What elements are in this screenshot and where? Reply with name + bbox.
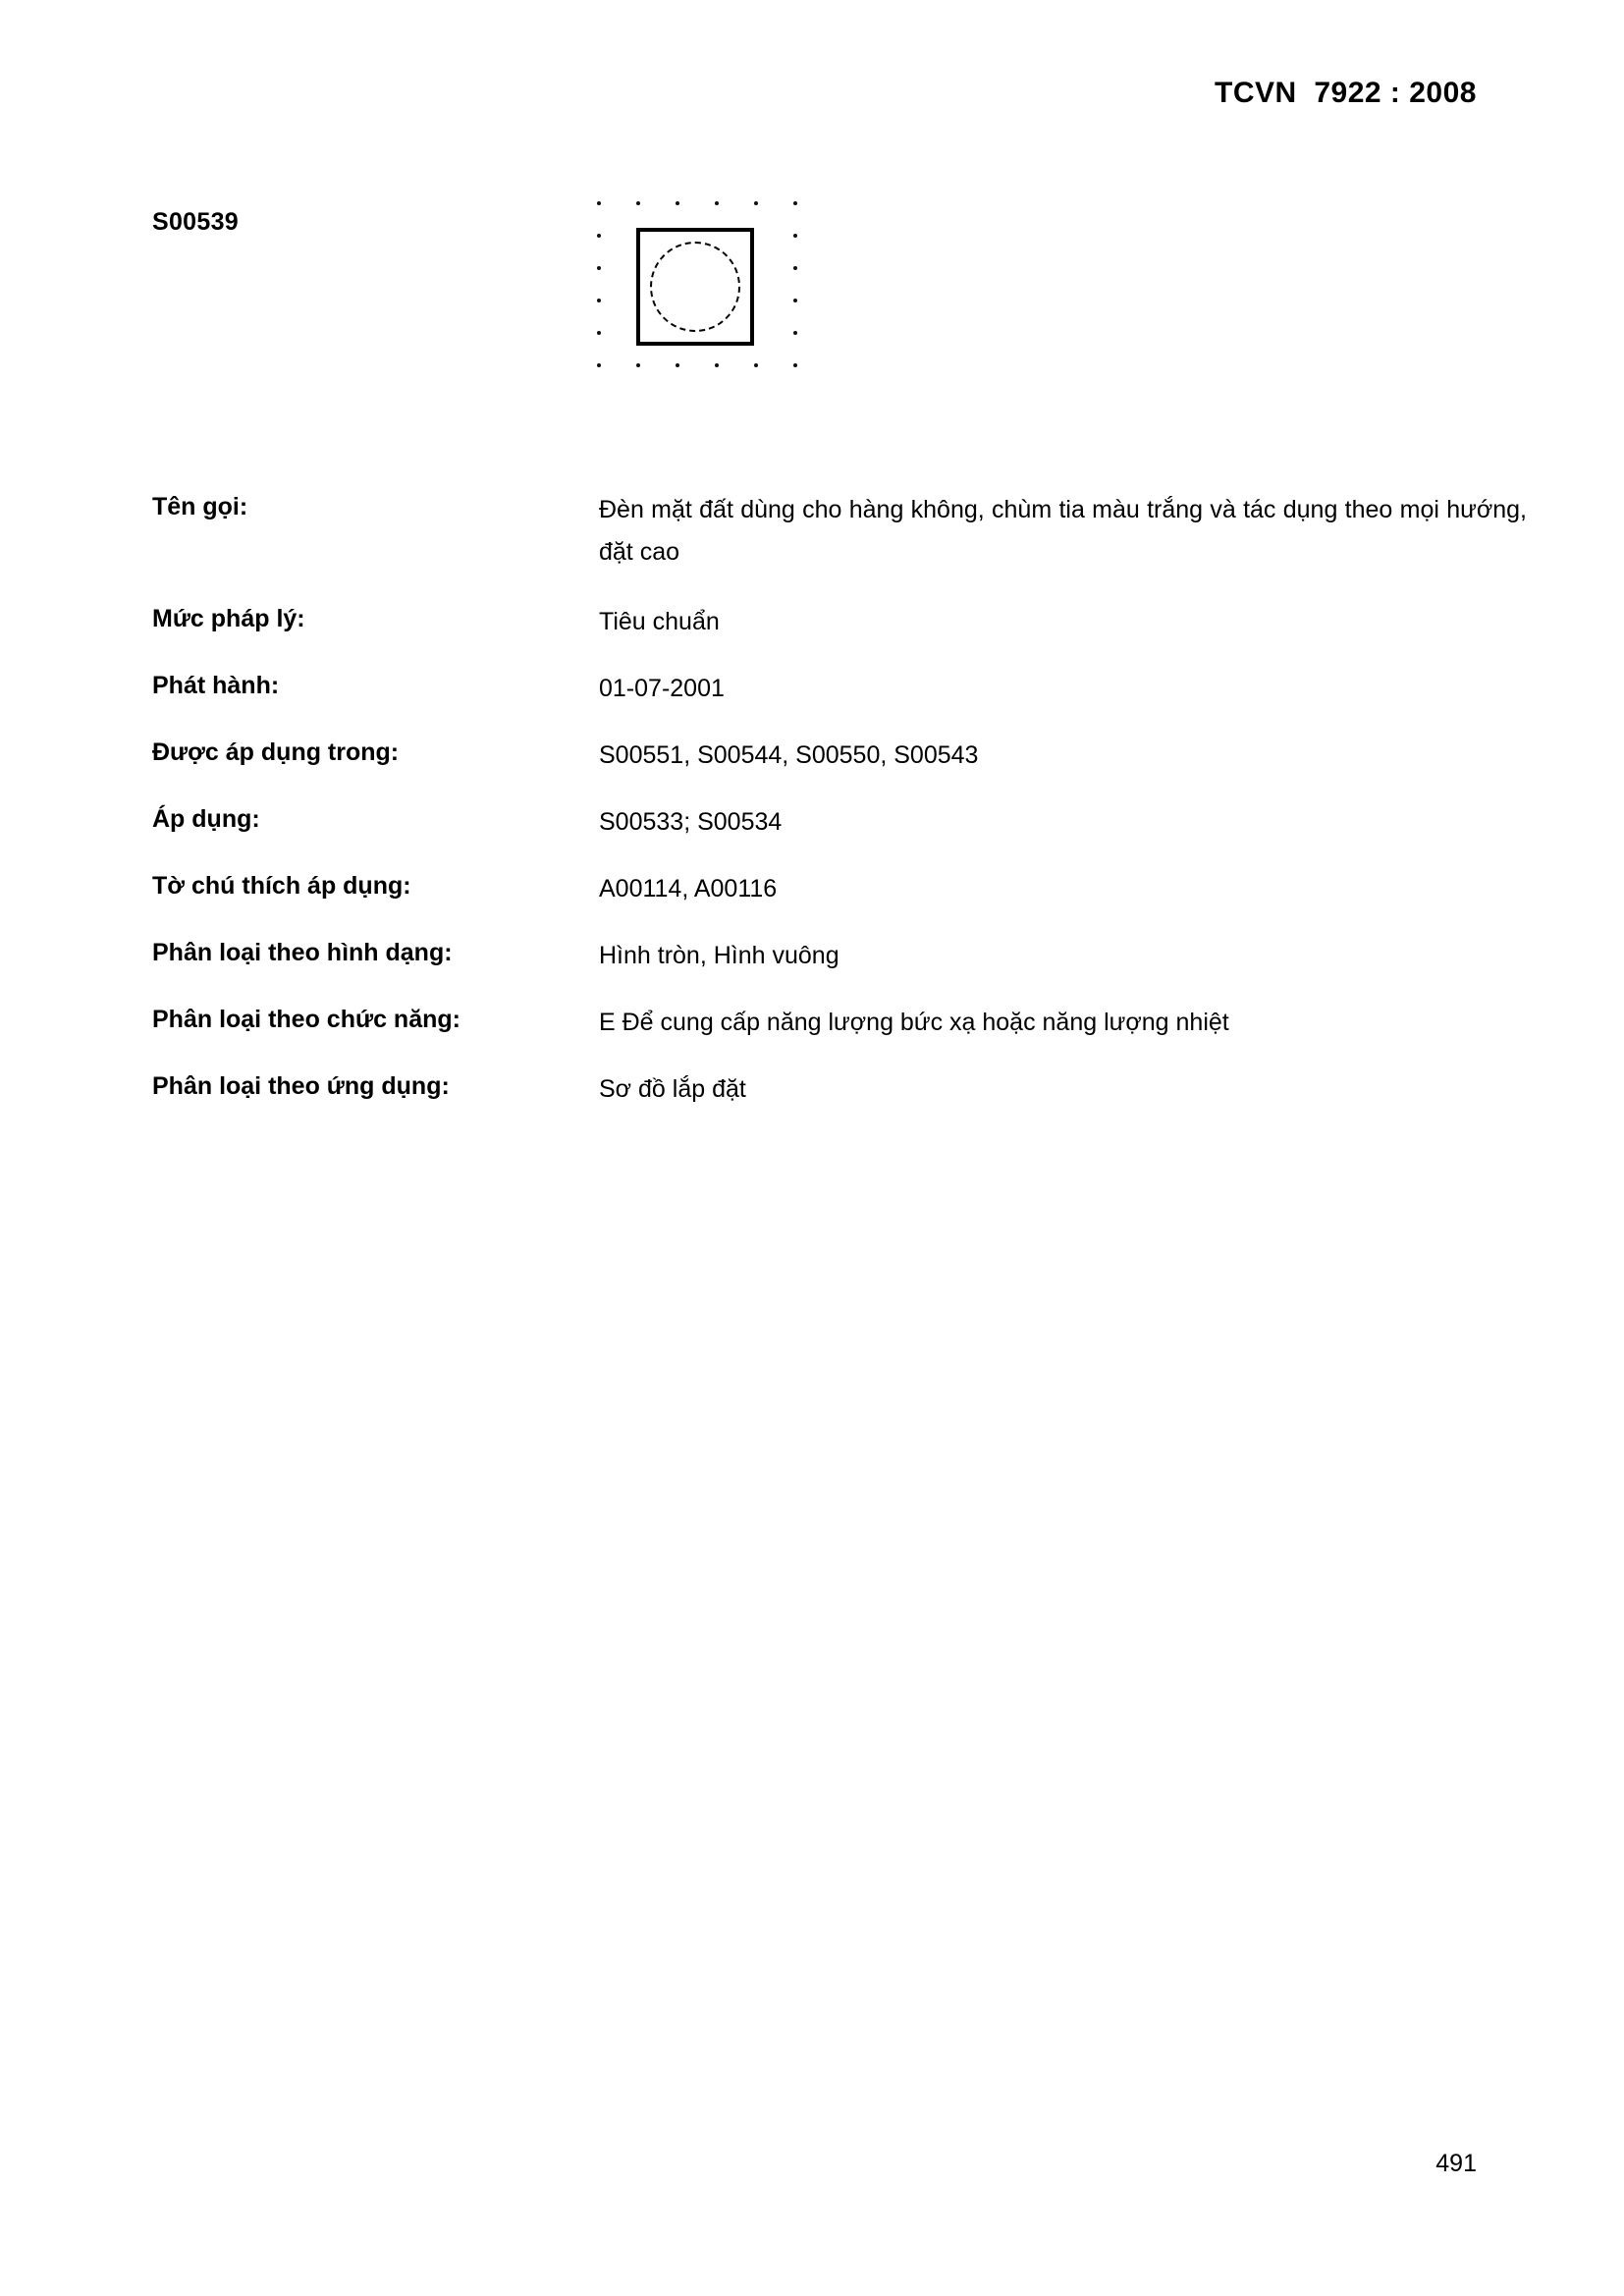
property-row bbox=[152, 668, 1527, 710]
page-number: 491 bbox=[1435, 2150, 1477, 2177]
property-label: Phân loại theo ứng dụng: bbox=[152, 1072, 450, 1100]
property-value: Đèn mặt đất dùng cho hàng không, chùm tia màu trắng và tác dụng theo mọi hướng, đặt cao bbox=[599, 496, 1527, 566]
grid-dot bbox=[597, 201, 601, 205]
grid-dot bbox=[793, 266, 797, 270]
property-label: Áp dụng: bbox=[152, 805, 260, 833]
property-value: 01-07-2001 bbox=[599, 675, 725, 702]
property-row bbox=[152, 735, 1527, 777]
symbol-code-label: S00539 bbox=[152, 208, 239, 236]
property-row bbox=[152, 1002, 1527, 1044]
property-row bbox=[152, 935, 1527, 977]
grid-dot bbox=[597, 363, 601, 367]
property-value: Tiêu chuẩn bbox=[599, 608, 720, 635]
property-label: Tờ chú thích áp dụng: bbox=[152, 872, 411, 900]
grid-dot bbox=[754, 201, 758, 205]
property-label: Mức pháp lý: bbox=[152, 605, 305, 632]
property-value: E Để cung cấp năng lượng bức xạ hoặc năng lượng nhiệt bbox=[599, 1009, 1229, 1036]
grid-dot bbox=[676, 201, 679, 205]
grid-dot bbox=[754, 363, 758, 367]
property-value: S00551, S00544, S00550, S00543 bbox=[599, 741, 979, 769]
property-label: Được áp dụng trong: bbox=[152, 738, 400, 766]
grid-dot bbox=[597, 266, 601, 270]
property-label: Phát hành: bbox=[152, 672, 280, 699]
property-value: Hình tròn, Hình vuông bbox=[599, 942, 839, 969]
property-value: Sơ đồ lắp đặt bbox=[599, 1075, 746, 1103]
grid-dot bbox=[676, 363, 679, 367]
property-row bbox=[152, 601, 1527, 643]
grid-dot bbox=[636, 363, 640, 367]
grid-dot bbox=[597, 331, 601, 335]
property-row bbox=[152, 868, 1527, 910]
grid-dot bbox=[715, 363, 719, 367]
property-row bbox=[152, 801, 1527, 844]
document-header-standard-code: TCVN 7922 : 2008 bbox=[1215, 77, 1477, 109]
property-list bbox=[152, 489, 1527, 1135]
property-label: Phân loại theo hình dạng: bbox=[152, 939, 453, 966]
property-label: Phân loại theo chức năng: bbox=[152, 1006, 460, 1033]
grid-dot bbox=[793, 331, 797, 335]
grid-dot bbox=[793, 363, 797, 367]
symbol-figure bbox=[589, 191, 864, 378]
grid-dot bbox=[715, 201, 719, 205]
property-row bbox=[152, 489, 1527, 574]
property-row bbox=[152, 1068, 1527, 1111]
grid-dot bbox=[793, 201, 797, 205]
dashed-circle-icon bbox=[650, 242, 740, 332]
property-value: S00533; S00534 bbox=[599, 808, 783, 836]
grid-dot bbox=[793, 234, 797, 238]
grid-dot bbox=[793, 299, 797, 302]
property-value: A00114, A00116 bbox=[599, 875, 778, 902]
grid-dot bbox=[636, 201, 640, 205]
property-label: Tên gọi: bbox=[152, 493, 248, 520]
grid-dot bbox=[597, 234, 601, 238]
grid-dot bbox=[597, 299, 601, 302]
